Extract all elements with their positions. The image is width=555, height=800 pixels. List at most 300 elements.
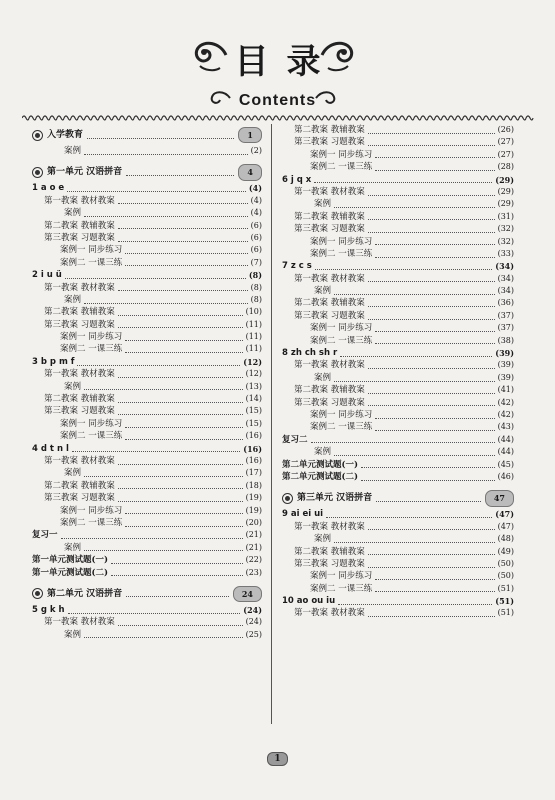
entry-page-number: (34) (495, 261, 514, 272)
entry-label: 案例二 一课三练 (60, 344, 123, 355)
toc-entry[interactable] (282, 211, 514, 223)
entry-label: 4 d t n l (32, 443, 69, 454)
dot-leader (125, 259, 247, 266)
dot-leader (125, 346, 242, 353)
entry-label: 第二教案 教辅教案 (44, 220, 115, 231)
entry-label: 6 j q x (282, 174, 312, 185)
entry-label: 案例 (64, 629, 82, 640)
circle-bullet-icon (282, 493, 293, 504)
entry-page-number: (8) (250, 294, 262, 304)
entry-page-number: (19) (245, 505, 262, 515)
toc-entry[interactable] (32, 244, 262, 256)
toc-lesson-entry[interactable] (282, 508, 514, 520)
dot-leader (368, 226, 495, 233)
entry-page-number: (37) (497, 310, 514, 320)
entry-label: 第二单元测试题(一) (282, 459, 359, 470)
toc-lesson-entry[interactable] (282, 347, 514, 359)
toc-entry[interactable] (282, 285, 514, 297)
toc-entry[interactable] (32, 542, 262, 554)
dot-leader (84, 383, 243, 390)
toc-entry[interactable] (282, 124, 514, 136)
toc-entry[interactable] (282, 310, 514, 322)
toc-unit-heading[interactable] (282, 490, 514, 506)
dot-leader (368, 610, 495, 617)
unit-title: 第一单元 汉语拼音 (47, 167, 123, 178)
circle-bullet-icon (32, 130, 43, 141)
dot-leader (111, 569, 243, 576)
dot-leader (118, 309, 243, 316)
dot-leader (118, 619, 243, 626)
toc-entry[interactable] (282, 198, 514, 210)
entry-label: 第三教案 习题教案 (44, 319, 115, 330)
entry-page-number: (29) (497, 186, 514, 196)
toc-entry[interactable] (282, 533, 514, 545)
toc-entry[interactable] (32, 517, 262, 529)
entry-label: 第一教案 教材教案 (294, 360, 365, 371)
toc-entry[interactable] (282, 297, 514, 309)
dot-leader (118, 495, 243, 502)
dot-leader (118, 222, 248, 229)
dot-leader (368, 300, 495, 307)
entry-page-number: (48) (497, 534, 514, 544)
dot-leader (84, 148, 248, 155)
dot-leader (118, 458, 243, 465)
dot-leader (125, 334, 242, 341)
dot-leader (311, 436, 495, 443)
dot-leader (314, 176, 492, 183)
dot-leader (126, 169, 234, 176)
entry-label: 第一教案 教材教案 (294, 608, 365, 619)
dot-leader (368, 313, 495, 320)
entry-page-number: (42) (497, 397, 514, 407)
entry-page-number: (41) (497, 385, 514, 395)
entry-page-number: (51) (497, 608, 514, 618)
entry-page-number: (27) (497, 137, 514, 147)
toc-entry[interactable] (282, 149, 514, 161)
dot-leader (77, 359, 240, 366)
toc-lesson-entry[interactable] (32, 604, 262, 616)
toc-entry[interactable] (32, 405, 262, 417)
toc-entry[interactable] (32, 220, 262, 232)
dot-leader (118, 371, 243, 378)
entry-page-number: (38) (497, 335, 514, 345)
page-footer (0, 746, 555, 766)
unit-title: 入学教育 (47, 129, 84, 140)
dot-leader (126, 590, 229, 597)
toc-entry[interactable] (32, 257, 262, 269)
entry-page-number: (21) (245, 530, 262, 540)
entry-page-number: (12) (245, 369, 262, 379)
entry-label: 第三教案 习题教案 (294, 137, 365, 148)
entry-label: 第二教案 教辅教案 (294, 385, 365, 396)
dot-leader (334, 288, 495, 295)
entry-page-number: (37) (497, 323, 514, 333)
toc-lesson-entry[interactable] (32, 182, 262, 194)
entry-label: 8 zh ch sh r (282, 348, 338, 359)
toc-entry[interactable] (282, 546, 514, 558)
dot-leader (326, 511, 492, 518)
entry-label: 案例 (64, 146, 82, 156)
entry-label: 第三教案 习题教案 (294, 224, 365, 235)
dot-leader (125, 433, 242, 440)
entry-page-number: (31) (497, 211, 514, 221)
dot-leader (84, 631, 243, 638)
toc-unit-heading[interactable] (32, 586, 262, 602)
toc-entry[interactable] (282, 335, 514, 347)
entry-page-number: (11) (245, 344, 262, 354)
dot-leader (368, 127, 495, 134)
entry-label: 第一单元测试题(一) (32, 555, 109, 566)
dot-leader (118, 197, 248, 204)
toc-entry[interactable] (282, 583, 514, 595)
toc-entry[interactable] (282, 446, 514, 458)
entry-label: 第二教案 教辅教案 (294, 125, 365, 135)
entry-page-number: (29) (495, 174, 514, 185)
toc-entry[interactable] (282, 607, 514, 619)
toc-lesson-entry[interactable] (282, 595, 514, 607)
dot-leader (368, 548, 495, 555)
dot-leader (368, 561, 495, 568)
entry-page-number: (23) (245, 567, 262, 577)
entry-label: 第一单元测试题(二) (32, 567, 109, 578)
entry-label: 案例一 同步练习 (310, 323, 373, 334)
toc-lesson-entry[interactable] (32, 443, 262, 455)
toc-left-column (32, 124, 262, 641)
entry-page-number: (4) (250, 208, 262, 218)
dot-leader (368, 523, 495, 530)
toc-entry[interactable] (32, 554, 262, 566)
entry-label: 案例 (314, 534, 332, 545)
entry-page-number: (32) (497, 236, 514, 246)
dot-leader (334, 536, 495, 543)
toc-entry[interactable] (282, 359, 514, 371)
entry-label: 第二教案 教辅教案 (294, 298, 365, 309)
dot-leader (375, 573, 494, 580)
toc-lesson-entry[interactable] (282, 260, 514, 272)
dot-leader (118, 482, 243, 489)
toc-entry[interactable] (32, 455, 262, 467)
toc-entry[interactable] (282, 397, 514, 409)
entry-page-number: (15) (245, 418, 262, 428)
toc-entry[interactable] (32, 418, 262, 430)
entry-label: 案例二 一课三练 (60, 517, 123, 528)
unit-page-badge: 24 (233, 586, 262, 602)
header-dotted-rule (22, 114, 534, 122)
entry-label: 案例二 一课三练 (310, 335, 373, 346)
toc-entry[interactable] (282, 236, 514, 248)
toc-lesson-entry[interactable] (32, 269, 262, 281)
toc-entry[interactable] (32, 616, 262, 628)
entry-label: 案例 (64, 542, 82, 553)
toc-entry[interactable] (32, 331, 262, 343)
toc-entry[interactable] (32, 343, 262, 355)
entry-label: 案例一 同步练习 (60, 245, 123, 256)
entry-label: 5 g k h (32, 604, 65, 615)
entry-page-number: (14) (245, 394, 262, 404)
entry-page-number: (15) (245, 406, 262, 416)
toc-entry[interactable] (32, 232, 262, 244)
dot-leader (84, 210, 248, 217)
entry-page-number: (12) (243, 356, 262, 367)
page-title: 目录 (234, 42, 339, 82)
toc-lesson-entry[interactable] (32, 356, 262, 368)
entry-page-number: (50) (497, 571, 514, 581)
unit-page-badge: 47 (485, 490, 514, 506)
entry-label: 案例 (314, 286, 332, 297)
entry-label: 第一教案 教材教案 (294, 273, 365, 284)
toc-entry[interactable] (282, 248, 514, 260)
dot-leader (87, 132, 234, 139)
entry-page-number: (45) (497, 459, 514, 469)
dot-leader (375, 151, 494, 158)
dot-leader (368, 213, 495, 220)
dot-leader (84, 297, 248, 304)
entry-label: 案例一 同步练习 (310, 236, 373, 247)
dot-leader (315, 263, 492, 270)
dot-leader (376, 495, 481, 502)
toc-entry[interactable] (32, 505, 262, 517)
entry-label: 案例 (64, 208, 82, 219)
toc-entry[interactable] (282, 421, 514, 433)
toc-entry[interactable] (32, 207, 262, 219)
entry-label: 案例二 一课三练 (310, 583, 373, 594)
entry-label: 案例 (314, 199, 332, 210)
toc-entry[interactable] (282, 558, 514, 570)
toc-entry[interactable] (282, 521, 514, 533)
entry-label: 第二教案 教辅教案 (294, 211, 365, 222)
spacer (32, 579, 262, 583)
toc-entry[interactable] (282, 136, 514, 148)
toc-entry[interactable] (32, 567, 262, 579)
entry-page-number: (47) (495, 509, 514, 520)
column-divider (271, 124, 272, 724)
dot-leader (111, 557, 243, 564)
toc-unit-heading[interactable] (32, 164, 262, 180)
toc-entry[interactable] (32, 195, 262, 207)
entry-label: 案例一 同步练习 (60, 418, 123, 429)
toc-entry[interactable] (32, 368, 262, 380)
entry-label: 第一教案 教材教案 (44, 282, 115, 293)
entry-label: 案例 (64, 381, 82, 392)
toc-entry[interactable] (282, 434, 514, 446)
entry-page-number: (29) (497, 199, 514, 209)
entry-page-number: (11) (245, 332, 262, 342)
dot-leader (368, 387, 495, 394)
dot-leader (72, 445, 240, 452)
toc-unit-heading[interactable] (32, 127, 262, 143)
dot-leader (118, 321, 243, 328)
entry-label: 1 a o e (32, 183, 65, 194)
entry-label: 案例二 一课三练 (310, 162, 373, 173)
dot-leader (125, 520, 242, 527)
entry-page-number: (32) (497, 224, 514, 234)
dot-leader (118, 235, 248, 242)
dot-leader (375, 412, 494, 419)
dot-leader (375, 424, 494, 431)
dot-leader (375, 325, 494, 332)
toc-entry[interactable] (282, 186, 514, 198)
entry-label: 第三教案 习题教案 (44, 493, 115, 504)
entry-page-number: (18) (245, 480, 262, 490)
entry-page-number: (25) (245, 629, 262, 639)
entry-label: 第三教案 习题教案 (44, 232, 115, 243)
toc-entry[interactable] (32, 145, 262, 157)
entry-label: 案例 (314, 447, 332, 458)
toc-lesson-entry[interactable] (282, 174, 514, 186)
entry-page-number: (10) (245, 307, 262, 317)
entry-label: 第三教案 习题教案 (294, 397, 365, 408)
toc-entry[interactable] (32, 294, 262, 306)
toc-entry[interactable] (32, 629, 262, 641)
toc-entry[interactable] (32, 381, 262, 393)
dot-leader (68, 607, 241, 614)
entry-label: 第一教案 教材教案 (44, 195, 115, 206)
entry-label: 案例一 同步练习 (310, 409, 373, 420)
dot-leader (118, 408, 243, 415)
entry-page-number: (36) (497, 298, 514, 308)
entry-label: 第一教案 教材教案 (44, 455, 115, 466)
entry-page-number: (17) (245, 468, 262, 478)
entry-label: 第二教案 教辅教案 (294, 546, 365, 557)
toc-entry[interactable] (282, 409, 514, 421)
entry-page-number: (51) (495, 596, 514, 607)
entry-page-number: (21) (245, 542, 262, 552)
entry-label: 9 ai ei ui (282, 509, 324, 520)
dot-leader (334, 375, 495, 382)
entry-label: 第二教案 教辅教案 (44, 480, 115, 491)
dot-leader (368, 275, 495, 282)
dot-leader (375, 164, 494, 171)
entry-page-number: (24) (245, 617, 262, 627)
entry-label: 3 b p m f (32, 356, 75, 367)
entry-label: 第三教案 习题教案 (294, 558, 365, 569)
toc-entry[interactable] (32, 492, 262, 504)
entry-page-number: (42) (497, 409, 514, 419)
entry-label: 复习二 (282, 434, 308, 445)
toc-entry[interactable] (32, 282, 262, 294)
entry-page-number: (6) (250, 220, 262, 230)
dot-leader (368, 362, 495, 369)
entry-label: 复习一 (32, 530, 58, 541)
toc-entry[interactable] (32, 467, 262, 479)
entry-page-number: (39) (497, 360, 514, 370)
entry-page-number: (44) (497, 434, 514, 444)
entry-page-number: (19) (245, 493, 262, 503)
toc-entry[interactable] (32, 306, 262, 318)
page-header (0, 0, 555, 120)
entry-label: 第三教案 习题教案 (44, 406, 115, 417)
entry-page-number: (33) (497, 248, 514, 258)
entry-page-number: (7) (250, 257, 262, 267)
entry-page-number: (51) (497, 583, 514, 593)
entry-page-number: (39) (497, 372, 514, 382)
entry-label: 案例二 一课三练 (60, 257, 123, 268)
toc-entry[interactable] (282, 273, 514, 285)
page-subtitle: Contents (238, 92, 317, 109)
entry-page-number: (24) (243, 604, 262, 615)
entry-page-number: (27) (497, 149, 514, 159)
toc-entry[interactable] (282, 161, 514, 173)
entry-label: 7 z c s (282, 261, 312, 272)
toc-entry[interactable] (282, 372, 514, 384)
toc-entry[interactable] (32, 319, 262, 331)
entry-page-number: (11) (245, 319, 262, 329)
toc-entry[interactable] (32, 430, 262, 442)
entry-label: 第一教案 教材教案 (44, 369, 115, 380)
dot-leader (375, 251, 494, 258)
toc-entry[interactable] (282, 459, 514, 471)
entry-page-number: (16) (243, 443, 262, 454)
dot-leader (84, 544, 243, 551)
entry-label: 2 i u ü (32, 270, 62, 281)
entry-label: 第二教案 教辅教案 (44, 307, 115, 318)
entry-page-number: (26) (497, 125, 514, 134)
toc-entry[interactable] (282, 384, 514, 396)
entry-label: 第一教案 教材教案 (294, 186, 365, 197)
entry-page-number: (6) (250, 232, 262, 242)
entry-label: 第一教案 教材教案 (294, 521, 365, 532)
unit-title: 第三单元 汉语拼音 (297, 493, 373, 504)
entry-page-number: (22) (245, 555, 262, 565)
entry-label: 案例二 一课三练 (310, 248, 373, 259)
toc-entry[interactable] (32, 393, 262, 405)
entry-label: 第一教案 教材教案 (44, 617, 115, 628)
unit-title: 第二单元 汉语拼音 (47, 588, 123, 599)
toc-entry[interactable] (32, 529, 262, 541)
entry-page-number: (20) (245, 517, 262, 527)
toc-right-column (282, 124, 514, 620)
entry-label: 案例一 同步练习 (60, 332, 123, 343)
entry-page-number: (4) (248, 183, 262, 194)
entry-page-number: (50) (497, 558, 514, 568)
entry-page-number: (2) (250, 146, 262, 155)
entry-page-number: (16) (245, 431, 262, 441)
entry-page-number: (28) (497, 162, 514, 172)
toc-entry[interactable] (282, 471, 514, 483)
circle-bullet-icon (32, 588, 43, 599)
entry-label: 案例一 同步练习 (60, 505, 123, 516)
entry-label: 案例一 同步练习 (310, 149, 373, 160)
dot-leader (334, 449, 495, 456)
dot-leader (118, 396, 243, 403)
entry-label: 案例二 一课三练 (60, 431, 123, 442)
dot-leader (375, 238, 494, 245)
entry-label: 案例二 一课三练 (310, 422, 373, 433)
entry-page-number: (13) (245, 381, 262, 391)
entry-page-number: (4) (250, 195, 262, 205)
toc-entry[interactable] (282, 322, 514, 334)
toc-entry[interactable] (282, 223, 514, 235)
page-number: 1 (267, 752, 287, 766)
entry-page-number: (49) (497, 546, 514, 556)
entry-page-number: (46) (497, 471, 514, 481)
entry-page-number: (39) (495, 348, 514, 359)
entry-label: 案例 (314, 372, 332, 383)
entry-page-number: (8) (248, 270, 262, 281)
dot-leader (340, 350, 492, 357)
dot-leader (368, 189, 495, 196)
toc-entry[interactable] (32, 480, 262, 492)
entry-label: 第二教案 教辅教案 (44, 394, 115, 405)
toc-entry[interactable] (282, 570, 514, 582)
circle-bullet-icon (32, 167, 43, 178)
entry-page-number: (6) (250, 245, 262, 255)
entry-page-number: (47) (497, 521, 514, 531)
dot-leader (65, 272, 246, 279)
spacer (32, 157, 262, 161)
entry-label: 案例一 同步练习 (310, 571, 373, 582)
entry-page-number: (16) (245, 455, 262, 465)
